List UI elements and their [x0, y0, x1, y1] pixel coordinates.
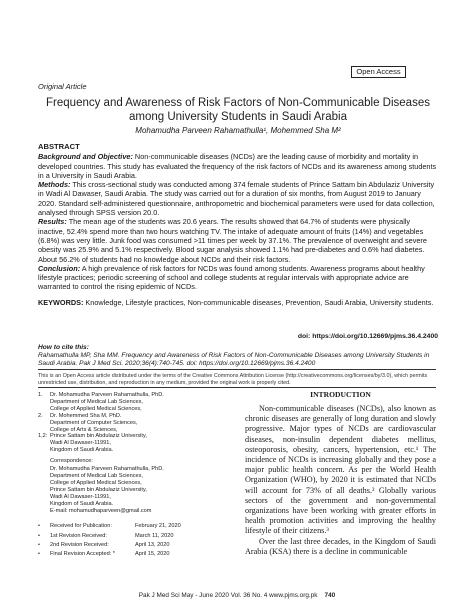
affiliation-1 [38, 392, 218, 413]
affiliation-line: Department of Computer Sciences, [50, 419, 138, 426]
how-to-cite [38, 344, 438, 369]
date-label: Received for Publication: [50, 523, 112, 530]
affiliation-line: Dr. Mohemmed Sha M, PhD. [50, 412, 122, 419]
license-text: This is an Open Access article distributed under the terms of the Creative Commons Attribution License (http://creativecommons.org/licenses/by/3.0), which permits unrestricted use, distribution, and reproduction in any medium, provided the original work is properly cited. [38, 373, 428, 386]
date-value: February 21, 2020 [135, 523, 181, 530]
affiliation-line: Department of Medical Lab Sciences, [50, 398, 143, 405]
bullet-icon: • [38, 523, 40, 530]
publication-dates [38, 523, 218, 558]
correspondence-line: Prince Sattam bin Abdulaziz University, [50, 486, 147, 493]
affiliation-shared [38, 433, 218, 454]
date-value: April 15, 2020 [135, 551, 170, 558]
page-footer [0, 592, 474, 599]
affiliation-2 [38, 413, 218, 434]
cite-heading: How to cite this: [38, 344, 89, 351]
correspondence-block [50, 466, 218, 514]
authors: Mohamudha Parveen Rahamathulla¹, Mohemmed Sha M² [135, 126, 341, 135]
affiliation-line: College of Arts & Sciences, [50, 426, 118, 433]
correspondence-email[interactable]: E-mail: mohamudhaparveen@gmail.com [50, 507, 152, 514]
article-title: Frequency and Awareness of Risk Factors of Non-Communicable Diseases among University Students in Saudi Arabia [46, 97, 430, 123]
keywords-lead: KEYWORDS: [38, 297, 84, 307]
correspondence-line: Department of Medical Lab Sciences, [50, 472, 143, 479]
bullet-icon: • [38, 542, 40, 548]
abstract-conclusion [38, 264, 438, 292]
page-number: 740 [324, 592, 336, 599]
affiliation-line: Kingdom of Saudi Arabia. [50, 447, 114, 454]
affiliation-line: Prince Sattam bin Abdulaziz University, [50, 433, 147, 440]
correspondence-label: Correspondence: [50, 458, 93, 465]
introduction-section [245, 390, 436, 557]
author-info-column [38, 392, 218, 561]
abstract [38, 142, 438, 307]
results-lead: Results: [38, 217, 67, 227]
date-label: 1st Revision Received: [50, 532, 107, 539]
correspondence-line: Kingdom of Saudi Arabia. [50, 500, 114, 507]
correspondence-line: Dr. Mohamudha Parveen Rahamathulla, PhD. [50, 466, 164, 473]
divider-top [38, 369, 436, 370]
date-value: April 13, 2020 [135, 542, 170, 548]
keywords [38, 298, 438, 307]
methods-lead: Methods: [38, 180, 71, 190]
introduction-heading: INTRODUCTION [310, 390, 371, 399]
conclusion-lead: Conclusion: [38, 263, 81, 273]
background-text: Non-communicable diseases (NCDs) are the leading cause of morbidity and mortality in developed countries. This study has evaluated the frequency of the risk factors of NCDs and its awareness among students in a University in Saudi Arabia. [38, 152, 437, 180]
divider-bottom [38, 387, 436, 388]
date-row [38, 533, 218, 540]
date-value: March 11, 2020 [135, 532, 174, 539]
bullet-icon: • [38, 532, 40, 539]
date-row [38, 551, 218, 558]
date-label: 2nd Revision Received: [50, 542, 109, 548]
footer-journal: Pak J Med Sci May - June 2020 Vol. 36 No. 4 www.pjms.org.pk [138, 592, 318, 599]
conclusion-text: A high prevalence of risk factors for NCDs was found among students. Awareness programs about healthy lifestyle practices; periodic screening of school and college students at regular intervals with appropriate advice are warranted to control the rising epidemic of NCDs. [38, 263, 425, 292]
correspondence-line: Wadi Al Dawaser-11991, [50, 493, 111, 500]
abstract-heading: ABSTRACT [38, 142, 80, 151]
abstract-results [38, 217, 438, 263]
correspondence-line: College of Applied Medical Sciences, [50, 479, 142, 486]
methods-text: This cross-sectional study was conducted among 374 female students of Prince Sattam bin Abdulaziz University in Wadi Al Dawaser, Saudi Arabia. The study was carried out for a duration of six months, from August 2019 to January 2020. Standard self-administered questionnaire, anthropometric and biochemical parameters were used for data collection, analysed through SPSS version 20.0. [38, 180, 435, 218]
affiliation-line: Dr. Mohamudha Parveen Rahamathulla, PhD. [50, 392, 164, 398]
date-row [38, 542, 218, 549]
abstract-background [38, 152, 438, 180]
introduction-paragraph-2: Over the last three decades, in the Kingdom of Saudi Arabia (KSA) there is a decline in communicable [245, 536, 436, 556]
introduction-paragraph-1: Non-communicable diseases (NCDs), also known as chronic diseases are generally of long duration and slowly progressive. Major types of NCDs are cardiovascular diseases, non-insulin dependent diabetes mellitus, osteoporosis, obesity, cancers, hypertension, etc.¹ The incidence of NCDs is increasing globally and they pose a major public health concern. As per the World Health Organization (WHO), by 2020 it is estimated that NCDs will account for 73% of all deaths.² Globally various sectors of the government and non-governmental organizations have been working with greater efforts in health promotion activities and improving the healthy lifestyle of their citizens.³ [245, 404, 436, 536]
keywords-text: Knowledge, Lifestyle practices, Non-communicable diseases, Prevention, Saudi Arabia, University students. [83, 297, 434, 307]
open-access-badge: Open Access [351, 66, 406, 78]
results-text: The mean age of the students was 20.6 years. The results showed that 64.7% of students were physically inactive, 52.4% spend more than two hours watching TV. The intake of adequate amount of fruits (14%) and vegetables (6.8%) was very little. Junk food was consumed >11 times per week by 37.1%. The prevalence of overweight and severe obesity was 25.9% and 5.1% respectively. Blood sugar analysis showed 1.1% had pre-diabetes and 0.6% had diabetes. About 56.2% of students had no knowledge about NCDs and their risk factors. [38, 217, 427, 264]
affiliation-number: 2. [38, 412, 43, 419]
date-label: Final Revision Accepted: * [50, 551, 115, 558]
date-row [38, 523, 218, 530]
bullet-icon: • [38, 551, 40, 558]
article-type: Original Article [38, 82, 87, 91]
affiliation-number: 1. [38, 392, 43, 398]
affiliation-line: College of Applied Medical Sciences, [50, 405, 142, 412]
doi-link[interactable]: doi: https://doi.org/10.12669/pjms.36.4.2400 [297, 333, 438, 340]
cite-text: Rahamathulla MP, Sha MM. Frequency and Awareness of Risk Factors of Non-Communicable Diseases among University Students in Saudi Arabia. Pak J Med Sci. 2020;36(4):740-745. doi: https://doi.org/10.12669/pjms.36.4.2400 [38, 352, 430, 368]
background-lead: Background and Objective: [38, 152, 133, 162]
affiliation-number: 1,2: [38, 433, 48, 440]
abstract-methods [38, 180, 438, 217]
affiliation-line: Wadi Al Dawaser-11991, [50, 440, 111, 447]
